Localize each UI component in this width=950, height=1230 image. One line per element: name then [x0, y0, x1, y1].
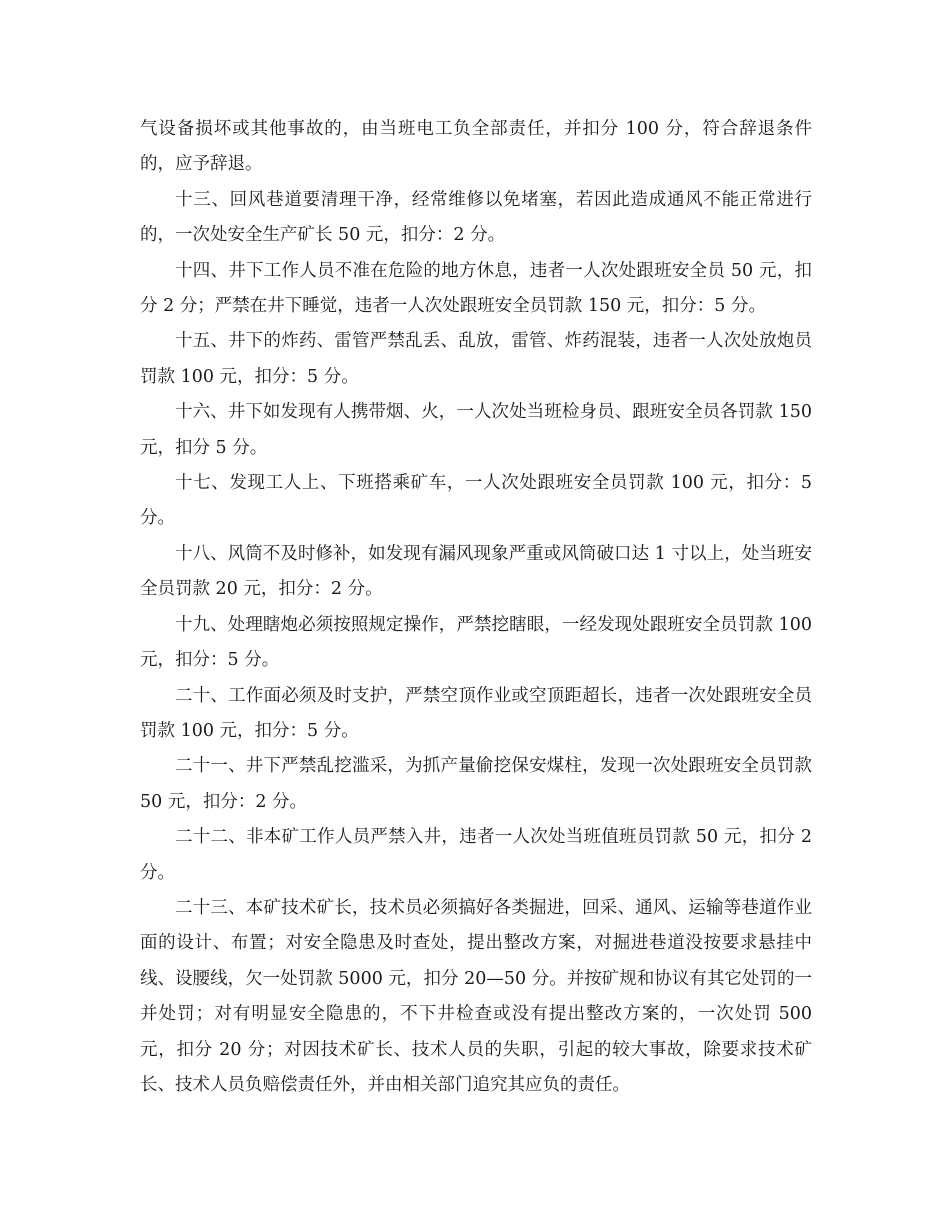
paragraph-rule-20: 二十、工作面必须及时支护，严禁空顶作业或空顶距超长，违者一次处跟班安全员罚款 100 元，扣分：5 分。	[140, 685, 812, 741]
paragraph-rule-13: 十三、回风巷道要清理干净，经常维修以免堵塞，若因此造成通风不能正常进行的，一次处安全生产矿长 50 元，扣分：2 分。	[140, 189, 812, 246]
paragraph-rule-19: 十九、处理瞎炮必须按照规定操作，严禁挖瞎眼，一经发现处跟班安全员罚款 100 元，扣分：5 分。	[140, 614, 812, 671]
paragraph-rule-15: 十五、井下的炸药、雷管严禁乱丢、乱放，雷管、炸药混装，违者一人次处放炮员罚款 100 元，扣分：5 分。	[140, 331, 812, 387]
paragraph-rule-18: 十八、风筒不及时修补，如发现有漏风现象严重或风筒破口达 1 寸以上，处当班安全员罚款 20 元，扣分：2 分。	[140, 543, 812, 600]
paragraph-rule-17: 十七、发现工人上、下班搭乘矿车，一人次处跟班安全员罚款 100 元，扣分：5 分。	[140, 473, 812, 529]
document-body	[140, 112, 812, 1103]
paragraph-rule-21: 二十一、井下严禁乱挖滥采，为抓产量偷挖保安煤柱，发现一次处跟班安全员罚款 50 元，扣分：2 分。	[140, 756, 812, 812]
paragraph-rule-23: 二十三、本矿技术矿长，技术员必须搞好各类掘进，回采、通风、运输等巷道作业面的设计、布置；对安全隐患及时查处，提出整改方案，对掘进巷道没按要求悬挂中线、设腰线，欠一处罚款 5000 元，扣分 20—50 分。并按矿规和协议有其它处罚的一并处罚；对有明显安全隐患的，不下井检查或没有提出整改方案的，一次处罚 500 元，扣分 20 分；对因技术矿长、技术人员的失职，引起的较大事故，除要求技术矿长、技术人员负赔偿责任外，并由相关部门追究其应负的责任。	[140, 897, 812, 1095]
paragraph-rule-22: 二十二、非本矿工作人员严禁入井，违者一人次处当班值班员罚款 50 元，扣分 2 分。	[140, 827, 812, 883]
paragraph-rule-14: 十四、井下工作人员不准在危险的地方休息，违者一人次处跟班安全员 50 元，扣分 2 分；严禁在井下睡觉，违者一人次处跟班安全员罚款 150 元，扣分：5 分。	[140, 260, 812, 317]
paragraph-continuation: 气设备损坏或其他事故的，由当班电工负全部责任，并扣分 100 分，符合辞退条件的，应予辞退。	[140, 119, 812, 175]
paragraph-rule-16: 十六、井下如发现有人携带烟、火，一人次处当班检身员、跟班安全员各罚款 150 元，扣分 5 分。	[140, 402, 812, 458]
